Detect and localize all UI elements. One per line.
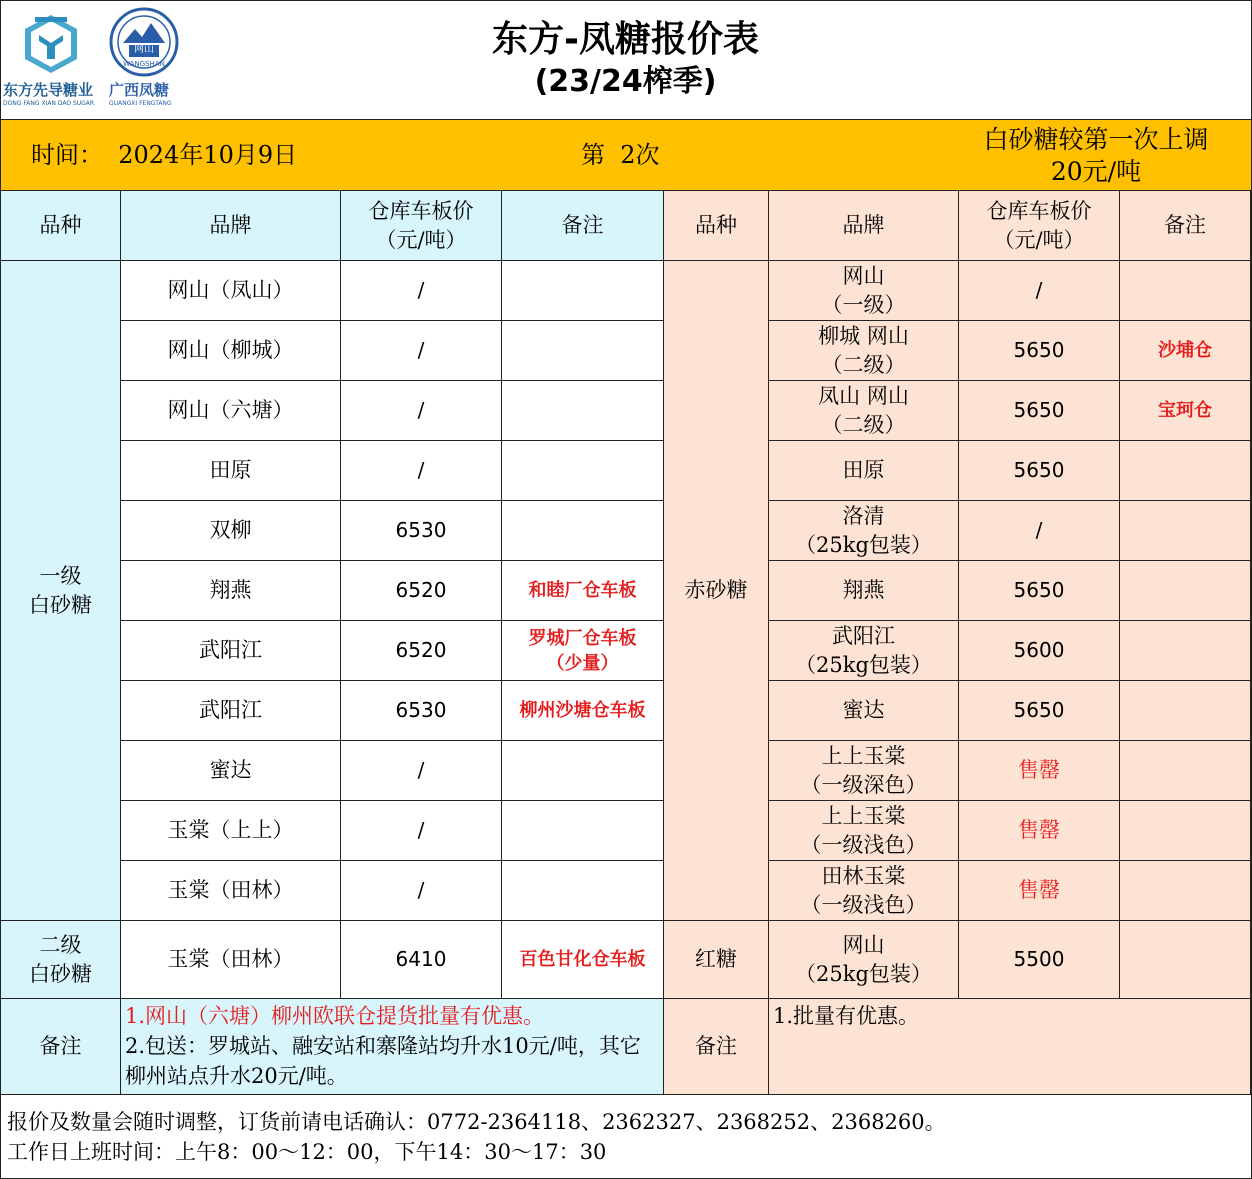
grade1-brand: 网山（六塘） bbox=[121, 381, 341, 441]
fengtang-pinyin: GUANGXI FENGTANG bbox=[109, 100, 172, 107]
grade1-remark: 柳州沙塘仓车板 bbox=[502, 681, 664, 741]
red-sugar-remark bbox=[1120, 261, 1251, 321]
variety-raw-red-sugar: 赤砂糖 bbox=[664, 261, 769, 921]
grade1-price: / bbox=[341, 801, 502, 861]
grade1-price: / bbox=[341, 381, 502, 441]
grade1-brand: 田原 bbox=[121, 441, 341, 501]
grade1-brand: 网山（凤山） bbox=[121, 261, 341, 321]
brown-sugar-price: 5500 bbox=[959, 921, 1120, 999]
grade1-brand: 网山（柳城） bbox=[121, 321, 341, 381]
red-sugar-remark bbox=[1120, 561, 1251, 621]
wangshan-seal-text: 网山 bbox=[134, 44, 154, 55]
price-change-note-2: 20元/吨 bbox=[1050, 157, 1142, 186]
red-sugar-brand: 上上玉棠 （一级深色） bbox=[769, 741, 959, 801]
red-sugar-remark bbox=[1120, 741, 1251, 801]
note-right-1: 1.批量有优惠。 bbox=[773, 1004, 920, 1028]
grade1-remark bbox=[502, 801, 664, 861]
red-sugar-brand: 武阳江 （25kg包装） bbox=[769, 621, 959, 681]
red-sugar-price: 售罄 bbox=[959, 801, 1120, 861]
brown-sugar-brand: 网山 （25kg包装） bbox=[769, 921, 959, 999]
grade1-brand: 双柳 bbox=[121, 501, 341, 561]
dongfang-logo-icon bbox=[21, 13, 81, 75]
grade1-price: 6520 bbox=[341, 621, 502, 681]
red-sugar-remark bbox=[1120, 801, 1251, 861]
grade1-remark bbox=[502, 741, 664, 801]
header-price-left: 仓库车板价 （元/吨） bbox=[341, 191, 502, 261]
note-left-1: 1.网山（六塘）柳州欧联仓提货批量有优惠。 bbox=[125, 1004, 545, 1028]
red-sugar-brand: 上上玉棠 （一级浅色） bbox=[769, 801, 959, 861]
grade2-price: 6410 bbox=[341, 921, 502, 999]
fengtang-name: 广西凤糖 bbox=[109, 81, 170, 99]
grade1-brand: 武阳江 bbox=[121, 681, 341, 741]
grade1-remark bbox=[502, 501, 664, 561]
grade1-remark bbox=[502, 441, 664, 501]
header-remark-left: 备注 bbox=[502, 191, 664, 261]
red-sugar-remark bbox=[1120, 501, 1251, 561]
logo-area bbox=[1, 1, 193, 115]
variety-brown-sugar: 红糖 bbox=[664, 921, 769, 999]
grade1-price: / bbox=[341, 321, 502, 381]
notes-left bbox=[121, 999, 664, 1095]
header-variety-right: 品种 bbox=[664, 191, 769, 261]
grade1-price: / bbox=[341, 441, 502, 501]
grade1-remark bbox=[502, 861, 664, 921]
grade1-remark bbox=[502, 321, 664, 381]
variety-grade1-white-sugar: 一级 白砂糖 bbox=[1, 261, 121, 921]
footer-contact: 报价及数量会随时调整，订货前请电话确认：0772-2364118、2362327、2368252、2368260。 bbox=[7, 1110, 946, 1134]
header-price-right: 仓库车板价 （元/吨） bbox=[959, 191, 1120, 261]
red-sugar-price: 售罄 bbox=[959, 741, 1120, 801]
red-sugar-brand: 田林玉棠 （一级浅色） bbox=[769, 861, 959, 921]
footer bbox=[1, 1095, 1251, 1178]
grade1-price: 6530 bbox=[341, 501, 502, 561]
red-sugar-price: 5650 bbox=[959, 561, 1120, 621]
red-sugar-price: 5600 bbox=[959, 621, 1120, 681]
red-sugar-brand: 凤山 网山 （二级） bbox=[769, 381, 959, 441]
red-sugar-brand: 网山 （一级） bbox=[769, 261, 959, 321]
red-sugar-brand: 柳城 网山 （二级） bbox=[769, 321, 959, 381]
red-sugar-remark bbox=[1120, 861, 1251, 921]
grade1-remark: 和睦厂仓车板 bbox=[502, 561, 664, 621]
notes-label-right: 备注 bbox=[664, 999, 769, 1095]
notes-label-left: 备注 bbox=[1, 999, 121, 1095]
red-sugar-remark bbox=[1120, 621, 1251, 681]
red-sugar-price: / bbox=[959, 261, 1120, 321]
grade1-remark bbox=[502, 381, 664, 441]
grade2-remark: 百色甘化仓车板 bbox=[502, 921, 664, 999]
red-sugar-price: 5650 bbox=[959, 321, 1120, 381]
red-sugar-remark: 沙埔仓 bbox=[1120, 321, 1251, 381]
grade1-price: 6520 bbox=[341, 561, 502, 621]
grade1-price: 6530 bbox=[341, 681, 502, 741]
red-sugar-price: 售罄 bbox=[959, 861, 1120, 921]
header-brand-right: 品牌 bbox=[769, 191, 959, 261]
red-sugar-price: 5650 bbox=[959, 681, 1120, 741]
grade1-brand: 翔燕 bbox=[121, 561, 341, 621]
header-remark-right: 备注 bbox=[1120, 191, 1251, 261]
note-left-2: 2.包送：罗城站、融安站和寨隆站均升水10元/吨，其它柳州站点升水20元/吨。 bbox=[125, 1034, 641, 1088]
grade1-price: / bbox=[341, 861, 502, 921]
grade1-brand: 武阳江 bbox=[121, 621, 341, 681]
grade1-brand: 玉棠（田林） bbox=[121, 861, 341, 921]
grade1-remark bbox=[502, 261, 664, 321]
grade1-price: / bbox=[341, 261, 502, 321]
grade1-price: / bbox=[341, 741, 502, 801]
footer-hours: 工作日上班时间：上午8：00～12：00，下午14：30～17：30 bbox=[7, 1140, 607, 1164]
variety-grade2-white-sugar: 二级 白砂糖 bbox=[1, 921, 121, 999]
red-sugar-price: 5650 bbox=[959, 381, 1120, 441]
header-brand-left: 品牌 bbox=[121, 191, 341, 261]
notes-right bbox=[769, 999, 1251, 1095]
wangshan-seal-latin: WANGSHAN bbox=[123, 60, 165, 68]
dongfang-pinyin: DONG FANG XIAN DAO SUGAR bbox=[3, 100, 95, 107]
dongfang-name: 东方先导糖业 bbox=[3, 81, 94, 99]
quote-date: 时间： 2024年10月9日 bbox=[31, 141, 298, 169]
grade2-brand: 玉棠（田林） bbox=[121, 921, 341, 999]
brown-sugar-remark bbox=[1120, 921, 1251, 999]
header-variety-left: 品种 bbox=[1, 191, 121, 261]
page-title-main: 东方-凤糖报价表 bbox=[492, 19, 759, 60]
red-sugar-brand: 洛清 （25kg包装） bbox=[769, 501, 959, 561]
grade1-brand: 蜜达 bbox=[121, 741, 341, 801]
page-title-season: (23/24榨季) bbox=[534, 64, 717, 99]
red-sugar-remark: 宝珂仓 bbox=[1120, 381, 1251, 441]
red-sugar-price: 5650 bbox=[959, 441, 1120, 501]
red-sugar-brand: 田原 bbox=[769, 441, 959, 501]
red-sugar-price: / bbox=[959, 501, 1120, 561]
grade1-brand: 玉棠（上上） bbox=[121, 801, 341, 861]
red-sugar-remark bbox=[1120, 441, 1251, 501]
grade1-remark: 罗城厂仓车板 （少量） bbox=[502, 621, 664, 681]
quote-round: 第 2次 bbox=[581, 141, 660, 169]
red-sugar-brand: 蜜达 bbox=[769, 681, 959, 741]
page-title bbox=[193, 1, 1058, 119]
price-change-note-1: 白砂糖较第一次上调 bbox=[983, 125, 1209, 154]
info-bar bbox=[1, 119, 1251, 191]
wangshan-seal-icon bbox=[109, 7, 179, 77]
red-sugar-brand: 翔燕 bbox=[769, 561, 959, 621]
red-sugar-remark bbox=[1120, 681, 1251, 741]
